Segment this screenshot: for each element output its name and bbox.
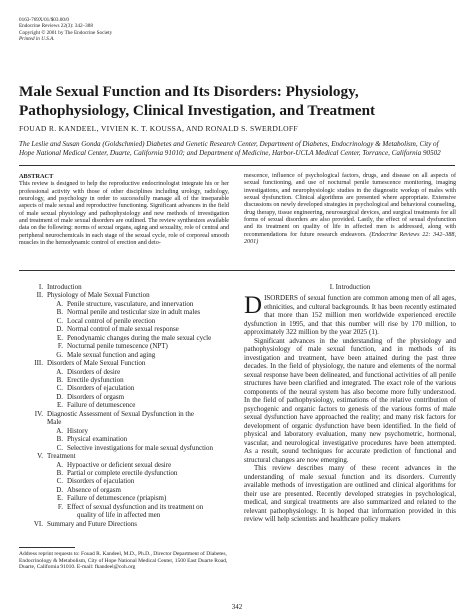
section-heading: I. Introduction xyxy=(329,283,371,291)
toc-item-number: D. xyxy=(56,325,63,334)
toc-item-text: Effect of sexual dysfunction and its treatment on xyxy=(67,502,204,511)
toc-item xyxy=(19,418,234,426)
toc-item xyxy=(19,384,234,392)
toc-item-text: Male sexual function and aging xyxy=(67,350,156,359)
toc-item xyxy=(19,511,234,519)
toc-item xyxy=(19,283,234,291)
meta-journal: Endocrine Reviews 22(3): 342–388 xyxy=(19,23,93,30)
intro-paragraph-2: Significant advances in the understanding of the physiology and pathophysiology of male sexual function, and in methods of its investigation and treatment, have been attained during the past three decades. In the field of physiology, the nature and elements of the normal sexual response have been delineated, and functional activities of all penile structures have been clarified and integrated. The exact role of the various components of the neural system has also become more fully understood. In the field of pathophysiology, estimations of the relative contribution of psychogenic and organic factors to genesis of the various forms of male sexual dysfunction have approached the reality; and many risk factors for development of organic dysfunction have been identified. In the field of physical and laboratory evaluation, many new psychometric, hormonal, vascular, and neurological investigative procedures have been attempted. As a result, sound techniques for accurate prediction of functional and structural changes are now emerging. xyxy=(244,336,456,464)
toc-item-number: E. xyxy=(56,494,63,503)
toc-item xyxy=(19,351,234,359)
toc-item-text: Male xyxy=(47,418,62,427)
article-title: Male Sexual Function and Its Disorders: Physiology, Pathophysiology, Clinical Investigation, and Treatment xyxy=(19,83,376,119)
toc-item-text: Disorders of Male Sexual Function xyxy=(47,359,146,368)
toc-item-text: Disorders of ejaculation xyxy=(67,384,135,393)
toc-item-text: quality of life in affected men xyxy=(77,511,161,520)
toc-item xyxy=(19,503,234,511)
toc-item-text: Hypoactive or deficient sexual desire xyxy=(67,460,172,469)
toc-item xyxy=(19,494,234,502)
toc-item-number: I. xyxy=(38,283,43,291)
toc-item-number: C. xyxy=(56,384,63,393)
toc-item-number: A. xyxy=(56,299,63,308)
toc-item xyxy=(19,368,234,376)
toc-item xyxy=(19,342,234,350)
toc-item xyxy=(19,359,234,367)
toc-item-number: C. xyxy=(56,443,63,452)
toc-item-number: A. xyxy=(56,460,63,469)
toc-item-number: E. xyxy=(56,333,63,342)
toc-item-number: G. xyxy=(56,350,63,359)
toc-item-number: A. xyxy=(56,367,63,376)
toc-item-number: D. xyxy=(56,485,63,494)
toc-item-number: IV. xyxy=(34,409,43,418)
toc-item-text: Selective investigations for male sexual dysfunction xyxy=(67,443,213,452)
intro-paragraph-1-text: ISORDERS of sexual function are common among men of all ages, ethnicities, and cultural backgrounds. It has been recently estimated that more than 152 million men worldwide experienced erectile dysfunction in 1995, and that this number will rise by 170 million, to approximately 322 million by the year 2025 (1). xyxy=(244,294,456,337)
toc-item-text: Failure of detumescence xyxy=(67,401,136,410)
abstract-divider xyxy=(19,270,455,271)
abstract-text-right: mescence, influence of psychological factors, drugs, and disease on all aspects of sexual functioning, and use of nocturnal penile tumescence monitoring, imaging investigations, and neurophysiologic studies in the diagnostic workup of males with sexual dysfunction. Clinical algorithms are presented where appropriate. Extensive discussions on newly developed strategies in psychological and behavioral counseling, drug therapy, tissue engineering, neurosurgical devices, and surgical treatments for all forms of sexual disorders are also provided. Lastly, the effect of sexual dysfunction and its treatment on quality of life in affected men is addressed, along with recommendations for future research endeavors. xyxy=(244,173,456,238)
article-authors: FOUAD R. KANDEEL, VIVIEN K. T. KOUSSA, AND RONALD S. SWERDLOFF xyxy=(19,124,298,133)
toc-item-number: B. xyxy=(56,308,63,317)
toc-item-text: Physical examination xyxy=(67,435,128,444)
toc-item-number: A. xyxy=(56,426,63,435)
toc-item xyxy=(19,393,234,401)
toc-item-number: III. xyxy=(34,359,43,368)
toc-item-number: B. xyxy=(56,375,63,384)
abstract-text-left: This review is designed to help the reproductive endocrinologist integrate his or her professional activity with those of other disciplines including urology, radiology, neurology, and psychology in order to successfully manage all of the inseparable aspects of male sexual and reproductive functioning. Significant advances in the field of male sexual physiology and pathophysiology and new methods of investigation and treatment of male sexual disorders are outlined. The review synthesizes available data on the following: norms of sexual organs, aging and sexuality, role of central and peripheral neurochemicals in each stage of the sexual cycle, role of corporeal smooth muscles in the hemodynamic control of erection and deto- xyxy=(19,181,229,247)
toc-item-number: B. xyxy=(56,468,63,477)
reprint-footnote: Address reprint requests to: Fouad R. Kandeel, M.D., Ph.D., Director Department of Diabetes, Endocrinology & Metabolism, City of Hope National Medical Center, 1500 East Duarte Road, Duarte, California 91010. E-mail: fkandeel@coh.org xyxy=(19,551,228,571)
toc-item-number: C. xyxy=(56,477,63,486)
toc-item-text: Disorders of desire xyxy=(67,367,121,376)
footnote-divider xyxy=(19,547,75,548)
toc-item xyxy=(19,427,234,435)
toc-item-number: D. xyxy=(56,392,63,401)
toc-item xyxy=(19,376,234,384)
toc-item xyxy=(19,520,234,528)
toc-item-text: Introduction xyxy=(47,283,82,291)
toc-item-text: Diagnostic Assessment of Sexual Dysfunction in the xyxy=(47,409,194,418)
intro-paragraph-3: This review describes many of these recent advances in the understanding of male sexual function and its disorders. Currently available methods of investigation are outlined and clinical algorithms for their use are presented. Recently developed strategies in psychological, medical, and surgical treatments are also summarized and related to the relevant pathophysiology. It is hoped that information provided in this review will help scientists and healthcare policy makers xyxy=(244,464,456,524)
toc-item xyxy=(19,410,234,418)
toc-item-number: C. xyxy=(56,316,63,325)
toc-item-number: F. xyxy=(57,342,63,351)
toc-item xyxy=(19,444,234,452)
meta-issn: 0163-769X/01/$03.00/0 xyxy=(19,17,70,23)
toc-item-number: II. xyxy=(36,291,43,300)
introduction-column xyxy=(244,283,456,524)
toc-item xyxy=(19,317,234,325)
toc-item xyxy=(19,291,234,299)
toc-item-text: Disorders of orgasm xyxy=(67,392,125,401)
toc-item-number: F. xyxy=(57,502,63,511)
abstract-citation: (Endocrine Reviews 22: 342–388, 2001) xyxy=(244,231,456,246)
toc-item-text: Normal penile and testicular size in adult males xyxy=(67,308,201,317)
toc-item-number: E. xyxy=(56,401,63,410)
top-divider xyxy=(19,165,455,166)
toc-item-text: Penodynamic changes during the male sexual cycle xyxy=(67,333,212,342)
toc-item-text: Penile structure, vasculature, and innervation xyxy=(67,299,194,308)
abstract-heading: ABSTRACT xyxy=(19,173,54,180)
toc-item-number: VI. xyxy=(33,519,43,528)
toc-item-text: Failure of detumescence (priapism) xyxy=(67,494,167,503)
publication-meta xyxy=(19,17,112,43)
toc-item xyxy=(19,469,234,477)
toc-item xyxy=(19,435,234,443)
toc-item xyxy=(19,325,234,333)
author-affiliation: The Leslie and Susan Gonda (Goldschmied) Diabetes and Genetic Research Center, Department of Diabetes, Endocrinology & Metabolism, City of Hope National Medical Center, Duarte, California 91010; and Department of Medicine, Harbor-UCLA Medical Center, Torrance, California 90502 xyxy=(19,140,441,157)
toc-item-number: B. xyxy=(56,435,63,444)
toc-item-text: Erectile dysfunction xyxy=(67,375,124,384)
meta-printed: Printed in U.S.A. xyxy=(19,36,55,43)
toc-item-text: Physiology of Male Sexual Function xyxy=(47,291,150,300)
table-of-contents xyxy=(19,283,234,528)
toc-item xyxy=(19,461,234,469)
meta-copyright: Copyright © 2001 by The Endocrine Society xyxy=(19,29,113,36)
toc-item xyxy=(19,334,234,342)
toc-item xyxy=(19,452,234,460)
drop-cap: D xyxy=(244,292,263,320)
toc-item-text: Local control of penile erection xyxy=(67,316,156,325)
toc-item xyxy=(19,300,234,308)
toc-item-text: History xyxy=(67,426,88,435)
toc-item xyxy=(19,308,234,316)
toc-item-text: Summary and Future Directions xyxy=(47,519,138,528)
toc-item-text: Treatment xyxy=(47,452,76,461)
toc-item-text: Absence of orgasm xyxy=(67,485,121,494)
page-number: 342 xyxy=(231,603,243,611)
toc-item-text: Partial or complete erectile dysfunction xyxy=(67,468,178,477)
toc-item xyxy=(19,486,234,494)
toc-item xyxy=(19,401,234,409)
intro-paragraph-1 xyxy=(244,294,456,336)
toc-item xyxy=(19,477,234,485)
toc-item-text: Normal control of male sexual response xyxy=(67,325,179,334)
abstract-left-column xyxy=(19,173,229,247)
toc-item-text: Disorders of ejaculation xyxy=(67,477,135,486)
toc-item-text: Nocturnal penile tumescence (NPT) xyxy=(67,342,168,351)
toc-item-number: V. xyxy=(37,452,43,461)
abstract-right-column xyxy=(244,173,456,246)
